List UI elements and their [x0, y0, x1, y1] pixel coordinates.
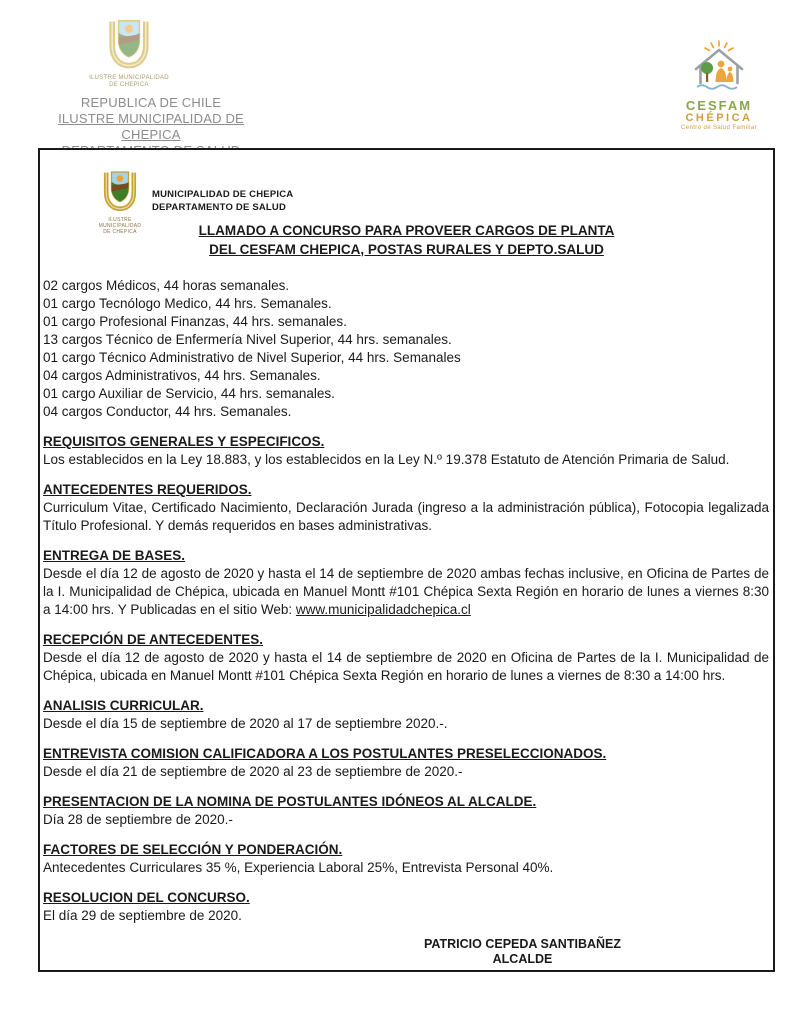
document-title — [40, 222, 773, 259]
section — [43, 697, 769, 733]
list-item: 13 cargos Técnico de Enfermería Nivel Superior, 44 hrs. semanales. — [43, 332, 452, 347]
document-title-line2: DEL CESFAM CHEPICA, POSTAS RURALES Y DEPTO.SALUD — [209, 241, 604, 257]
section-body — [43, 907, 769, 925]
section-body-text: Desde el día 12 de agosto de 2020 y hasta el 14 de septiembre de 2020 en Oficina de Partes de la I. Municipalidad de Chépica, ubicada en Manuel Montt #101 Chépica Sexta Región en horario de lunes a viernes de 8:30 a 14:00 hrs. — [43, 650, 769, 683]
seal-caption-line2: DE CHEPICA — [103, 229, 137, 235]
section-body — [43, 763, 769, 781]
section-body — [43, 565, 769, 619]
list-item: 01 cargo Profesional Finanzas, 44 hrs. semanales. — [43, 314, 347, 329]
section-heading: RESOLUCION DEL CONCURSO. — [43, 890, 250, 905]
section-body-text: Desde el día 12 de agosto de 2020 y hasta el 14 de septiembre de 2020 ambas fechas inclusive, en Oficina de Partes de la I. Municipalidad de Chépica, ubicada en Manuel Montt #101 Chépica Sexta Región en horario de lunes a viernes 8:30 a 14:00 hrs. Y Publicadas en el sitio Web: — [43, 566, 769, 617]
cesfam-tagline: Centro de Salud Familiar — [681, 125, 757, 131]
section — [43, 745, 769, 781]
section-body-text: Día 28 de septiembre de 2020.- — [43, 812, 233, 827]
section — [43, 547, 769, 619]
website-link[interactable]: www.municipalidadchepica.cl — [295, 602, 471, 617]
document-frame — [38, 148, 775, 972]
seal-caption-line2: DE CHEPICA — [109, 82, 149, 88]
list-item: 01 cargo Técnico Administrativo de Nivel Superior, 44 hrs. Semanales — [43, 350, 461, 365]
list-item: 04 cargos Conductor, 44 hrs. Semanales. — [43, 404, 292, 419]
section-body — [43, 811, 769, 829]
section-body-text: Los establecidos en la Ley 18.883, y los establecidos en la Ley N.º 19.378 Estatuto de Atención Primaria de Salud. — [43, 452, 730, 467]
section-heading: REQUISITOS GENERALES Y ESPECIFICOS. — [43, 434, 325, 449]
section — [43, 631, 769, 685]
section — [43, 481, 769, 535]
cesfam-logo — [676, 40, 762, 132]
signature-role: ALCALDE — [492, 952, 553, 966]
section — [43, 841, 769, 877]
cesfam-name: CESFAM — [685, 98, 753, 113]
cesfam-house-icon — [679, 40, 759, 92]
section-heading: FACTORES DE SELECCIÓN Y PONDERACIÓN. — [43, 842, 343, 857]
positions-list — [43, 277, 769, 421]
section-body — [43, 715, 769, 733]
municipal-seal-icon — [105, 18, 153, 70]
list-item: 02 cargos Médicos, 44 horas semanales. — [43, 278, 290, 293]
letterhead-line2: DEPARTAMENTO DE SALUD — [152, 202, 287, 213]
section-body-text: El día 29 de septiembre de 2020. — [43, 908, 242, 923]
letterhead-text — [152, 188, 293, 214]
section-heading: ENTREGA DE BASES. — [43, 548, 186, 563]
seal-caption-line1: ILUSTRE MUNICIPALIDAD — [98, 217, 142, 229]
section — [43, 433, 769, 469]
list-item: 04 cargos Administrativos, 44 hrs. Semanales. — [43, 368, 321, 383]
cesfam-city: CHÉPICA — [685, 112, 753, 124]
section-heading: PRESENTACION DE LA NOMINA DE POSTULANTES IDÓNEOS AL ALCALDE. — [43, 794, 537, 809]
gov-line-republic: REPUBLICA DE CHILE — [80, 95, 222, 110]
list-item: 01 cargo Auxiliar de Servicio, 44 hrs. semanales. — [43, 386, 335, 401]
section-body-text: Antecedentes Curriculares 35 %, Experiencia Laboral 25%, Entrevista Personal 40%. — [43, 860, 554, 875]
document-body — [43, 277, 769, 925]
section — [43, 889, 769, 925]
seal-caption-line1: ILUSTRE MUNICIPALIDAD — [89, 75, 169, 81]
section-heading: ENTREVISTA COMISION CALIFICADORA A LOS POSTULANTES PRESELECCIONADOS. — [43, 746, 607, 761]
section-heading: ANTECEDENTES REQUERIDOS. — [43, 482, 252, 497]
section-heading: RECEPCIÓN DE ANTECEDENTES. — [43, 632, 264, 647]
signature-name: PATRICIO CEPEDA SANTIBAÑEZ — [424, 937, 621, 951]
section-body-text: Desde el día 21 de septiembre de 2020 al 23 de septiembre de 2020.- — [43, 764, 463, 779]
seal-caption — [40, 75, 218, 89]
section-body — [43, 451, 769, 469]
municipal-seal-icon — [100, 170, 140, 212]
signature-block — [272, 937, 773, 967]
section-body-text: Curriculum Vitae, Certificado Nacimiento, Declaración Jurada (ingreso a la administración pública), Fotocopia legalizada Título Profesional. Y demás requeridos en bases administrativas. — [43, 500, 769, 533]
section-heading: ANALISIS CURRICULAR. — [43, 698, 204, 713]
municipal-seal — [40, 18, 218, 89]
section-body — [43, 499, 769, 535]
section — [43, 793, 769, 829]
section-body-text: Desde el día 15 de septiembre de 2020 al 17 de septiembre 2020.-. — [43, 716, 448, 731]
section-body — [43, 859, 769, 877]
letterhead-line1: MUNICIPALIDAD DE CHEPICA — [152, 189, 294, 200]
page-header-left — [40, 18, 262, 159]
sections-container — [43, 433, 769, 925]
section-body — [43, 649, 769, 685]
document-title-line1: LLAMADO A CONCURSO PARA PROVEER CARGOS DE PLANTA — [198, 223, 615, 238]
list-item: 01 cargo Tecnólogo Medico, 44 hrs. Semanales. — [43, 296, 332, 311]
gov-line-municipality: ILUSTRE MUNICIPALIDAD DE CHEPICA — [58, 111, 244, 142]
